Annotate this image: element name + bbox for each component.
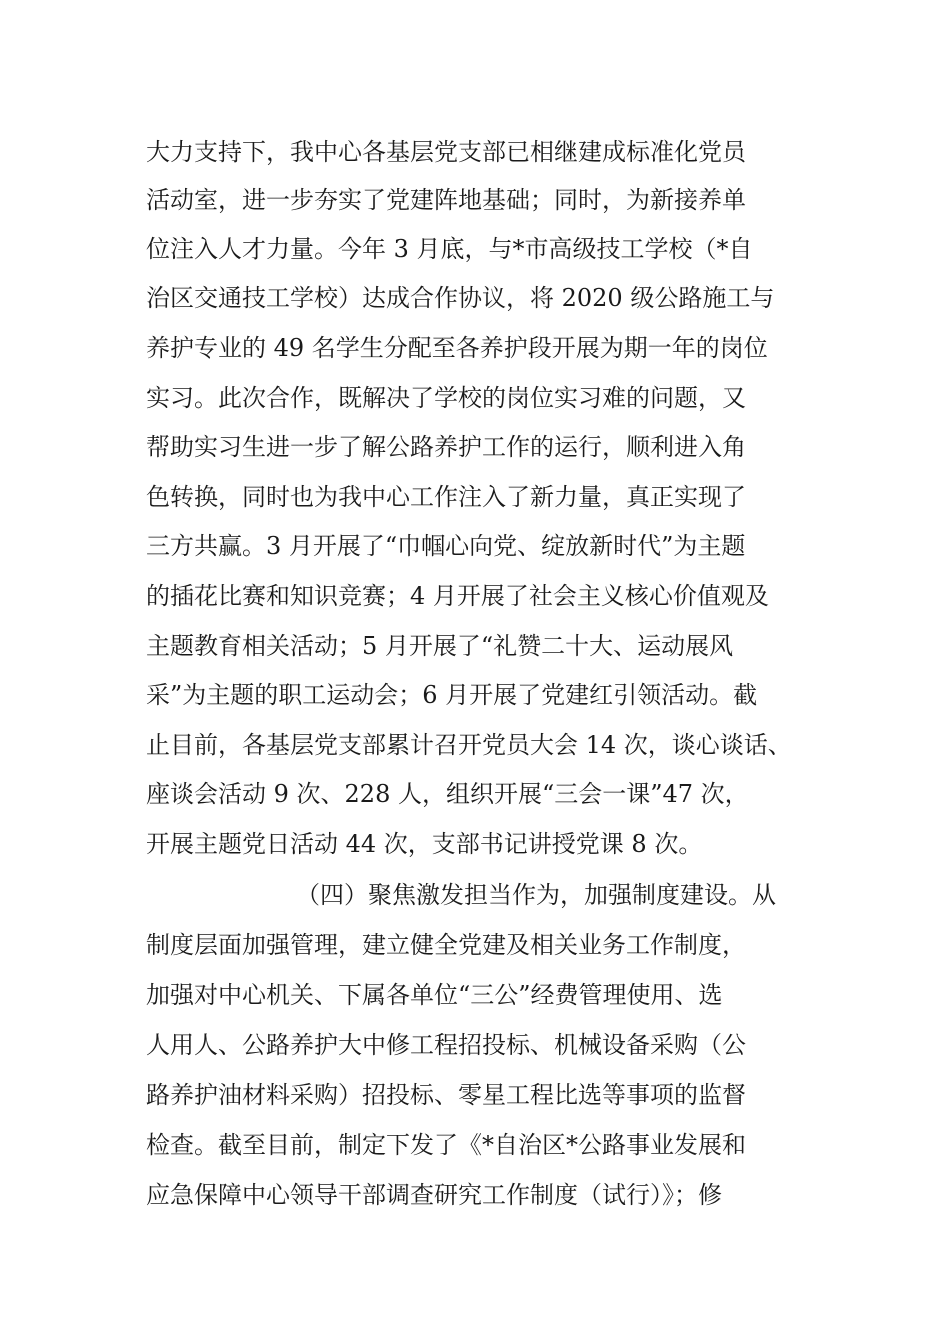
paragraph-line: 路养护油材料采购）招投标、零星工程比选等事项的监督 [146, 1081, 746, 1109]
paragraph-line: 采”为主题的职工运动会；6 月开展了党建红引领活动。截 [146, 681, 758, 709]
paragraph-line: 检查。截至目前，制定下发了《*自治区*公路事业发展和 [146, 1131, 746, 1159]
paragraph-line: 帮助实习生进一步了解公路养护工作的运行，顺利进入角 [146, 433, 746, 461]
paragraph-line: 三方共赢。3 月开展了“巾帼心向党、绽放新时代”为主题 [146, 532, 746, 560]
paragraph-line: 止目前，各基层党支部累计召开党员大会 14 次，谈心谈话、 [146, 731, 792, 759]
paragraph-line: 的插花比赛和知识竞赛；4 月开展了社会主义核心价值观及 [146, 582, 769, 610]
section-heading-line: （四）聚焦激发担当作为，加强制度建设。从 [296, 881, 776, 909]
paragraph-line: 活动室，进一步夯实了党建阵地基础；同时，为新接养单 [146, 186, 746, 214]
paragraph-line: 治区交通技工学校）达成合作协议，将 2020 级公路施工与 [146, 284, 775, 312]
paragraph-line: 实习。此次合作，既解决了学校的岗位实习难的问题，又 [146, 384, 746, 412]
paragraph-line: 位注入人才力量。今年 3 月底，与*市高级技工学校（*自 [146, 235, 753, 263]
paragraph-line: 养护专业的 49 名学生分配至各养护段开展为期一年的岗位 [146, 334, 768, 362]
paragraph-line: 人用人、公路养护大中修工程招投标、机械设备采购（公 [146, 1031, 746, 1059]
paragraph-line: 大力支持下，我中心各基层党支部已相继建成标准化党员 [146, 138, 746, 166]
paragraph-line: 开展主题党日活动 44 次，支部书记讲授党课 8 次。 [146, 830, 703, 858]
paragraph-line: 色转换，同时也为我中心工作注入了新力量，真正实现了 [146, 483, 746, 511]
paragraph-line: 座谈会活动 9 次、228 人，组织开展“三会一课”47 次， [146, 780, 749, 808]
paragraph-line: 主题教育相关活动；5 月开展了“礼赞二十大、运动展风 [146, 632, 734, 660]
paragraph-line: 制度层面加强管理，建立健全党建及相关业务工作制度， [146, 931, 746, 959]
paragraph-line: 应急保障中心领导干部调查研究工作制度（试行）》；修 [146, 1181, 722, 1209]
paragraph-line: 加强对中心机关、下属各单位“三公”经费管理使用、选 [146, 981, 723, 1009]
